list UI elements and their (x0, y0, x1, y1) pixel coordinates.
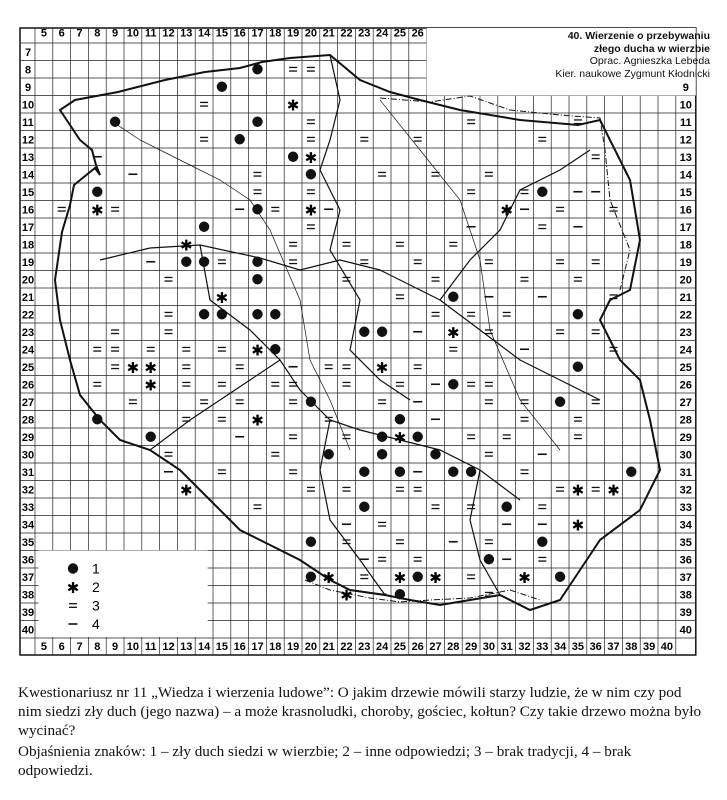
marker-other-answer: ✱ (375, 358, 389, 377)
row-label: 8 (24, 64, 32, 77)
row-label: 10 (679, 99, 692, 112)
marker-evil-spirit-in-willow (555, 572, 565, 582)
column-label: 11 (144, 641, 157, 653)
column-label: 22 (340, 641, 353, 653)
province-line (100, 245, 600, 400)
row-label: 30 (679, 449, 692, 462)
legend-label: 1 (92, 560, 100, 577)
marker-evil-spirit-in-willow (377, 449, 387, 459)
row-label: 36 (21, 554, 35, 567)
marker-other-answer: ✱ (144, 376, 157, 395)
row-label: 36 (679, 554, 692, 567)
marker-evil-spirit-in-willow (146, 432, 156, 442)
row-label: 9 (682, 81, 689, 94)
row-label: 24 (21, 344, 35, 357)
column-label: 15 (215, 641, 229, 653)
marker-evil-spirit-in-willow (413, 572, 423, 582)
marker-evil-spirit-in-willow (537, 537, 547, 547)
marker-evil-spirit-in-willow (413, 432, 423, 442)
marker-evil-spirit-in-willow (270, 309, 280, 319)
column-label: 31 (500, 641, 513, 653)
row-label: 21 (21, 291, 35, 304)
marker-evil-spirit-in-willow (466, 467, 476, 477)
column-label: 14 (197, 641, 211, 653)
row-label: 7 (24, 46, 32, 59)
marker-other-answer: ✱ (180, 481, 193, 500)
column-label: 13 (180, 27, 193, 40)
row-label: 21 (679, 291, 692, 304)
questionnaire-text: Kwestionariusz nr 11 „Wiedza i wierzenia ludowe”: O jakim drzewie mówili starzy ludzie, że w nim czy pod nim siedzi zły duch (jego nazwa) – a może krasnoludki, choroby, gościec, kołtun? Czy takie drzewo można było wycinać? (18, 684, 702, 739)
column-label: 5 (40, 27, 47, 40)
marker-evil-spirit-in-willow (270, 344, 280, 354)
row-label: 14 (21, 169, 35, 182)
column-label: 23 (358, 27, 371, 40)
column-label: 10 (126, 27, 140, 40)
marker-evil-spirit-in-willow (306, 397, 316, 407)
row-label: 26 (679, 379, 692, 392)
row-label: 31 (679, 466, 692, 479)
marker-other-answer: ✱ (215, 288, 229, 307)
marker-evil-spirit-in-willow (92, 187, 102, 197)
column-label: 26 (411, 27, 424, 40)
row-label: 16 (679, 204, 692, 217)
marker-evil-spirit-in-willow (92, 414, 102, 424)
marker-evil-spirit-in-willow (359, 502, 369, 512)
row-label: 18 (21, 239, 35, 252)
row-label: 39 (21, 606, 35, 619)
column-label: 34 (553, 641, 567, 653)
column-label: 23 (358, 641, 371, 653)
row-label: 19 (679, 256, 692, 269)
column-label: 18 (269, 641, 282, 653)
row-label: 11 (22, 116, 34, 129)
column-label: 25 (393, 27, 407, 40)
column-label: 16 (233, 641, 246, 653)
column-label: 6 (58, 641, 65, 653)
column-label: 7 (76, 641, 83, 653)
column-label: 38 (625, 641, 638, 653)
marker-evil-spirit-in-willow (537, 187, 547, 197)
column-label: 8 (94, 27, 101, 40)
row-label: 12 (679, 134, 692, 147)
column-label: 33 (536, 641, 549, 653)
marker-other-answer: ✱ (447, 323, 460, 342)
marker-other-answer: ✱ (91, 201, 104, 220)
row-label: 13 (21, 151, 35, 164)
row-label: 34 (21, 519, 35, 532)
row-label: 34 (679, 519, 692, 532)
marker-evil-spirit-in-willow (502, 502, 512, 512)
column-label: 6 (58, 27, 65, 40)
marker-evil-spirit-in-willow (306, 572, 316, 582)
row-label: 31 (21, 466, 35, 479)
column-label: 39 (642, 641, 656, 653)
row-label: 32 (679, 484, 692, 497)
row-label: 35 (21, 536, 35, 549)
row-label: 11 (679, 116, 692, 129)
marker-evil-spirit-in-willow (377, 432, 387, 442)
marker-other-answer: ✱ (571, 516, 585, 535)
column-label: 30 (482, 641, 496, 653)
marker-evil-spirit-in-willow (573, 309, 583, 319)
map-markers (58, 64, 637, 604)
marker-evil-spirit-in-willow (252, 117, 262, 127)
column-label: 28 (447, 641, 460, 653)
marker-other-answer: ✱ (607, 481, 620, 500)
row-label: 35 (679, 536, 692, 549)
row-label: 33 (679, 501, 692, 514)
legend-label: 4 (92, 616, 100, 632)
legend-label: 3 (92, 597, 100, 614)
province-line (150, 360, 280, 450)
column-label: 22 (340, 27, 353, 40)
column-label: 9 (112, 27, 119, 40)
marker-other-answer: ✱ (304, 148, 318, 167)
marker-other-answer: ✱ (144, 358, 157, 377)
row-label: 18 (679, 239, 692, 252)
row-label: 33 (21, 501, 35, 514)
row-label: 28 (679, 414, 692, 427)
marker-evil-spirit-in-willow (306, 537, 316, 547)
column-label: 29 (464, 641, 478, 653)
marker-other-answer: ✱ (322, 568, 335, 587)
column-label: 27 (429, 641, 442, 653)
row-label: 28 (21, 414, 35, 427)
column-label: 19 (286, 27, 300, 40)
row-label: 25 (679, 361, 692, 374)
marker-other-answer: ✱ (126, 358, 140, 377)
column-label: 13 (180, 641, 193, 653)
row-label: 27 (21, 396, 35, 409)
map-title-line2: złego ducha w wierzbie (593, 42, 710, 55)
row-label: 12 (21, 134, 35, 147)
marker-evil-spirit-in-willow (573, 362, 583, 372)
row-label: 23 (679, 326, 692, 339)
marker-evil-spirit-in-willow (324, 449, 334, 459)
marker-evil-spirit-in-willow (252, 64, 262, 74)
row-label: 39 (679, 606, 692, 619)
column-label: 21 (322, 641, 335, 653)
column-label: 7 (76, 27, 83, 40)
column-label: 21 (322, 27, 335, 40)
marker-evil-spirit-in-willow (252, 257, 262, 267)
map-title-block (500, 30, 710, 80)
column-label: 10 (126, 641, 140, 653)
column-label: 12 (162, 641, 175, 653)
marker-evil-spirit-in-willow (288, 152, 298, 162)
column-label: 16 (233, 27, 246, 40)
marker-evil-spirit-in-willow (359, 467, 369, 477)
marker-other-answer: ✱ (340, 586, 353, 605)
marker-evil-spirit-in-willow (252, 309, 262, 319)
column-label: 5 (40, 641, 47, 653)
legend-symbol: ✱ (66, 579, 80, 597)
map-title-line1: 40. Wierzenie o przebywaniu (567, 30, 710, 42)
column-label: 25 (393, 641, 407, 653)
row-label: 25 (21, 361, 35, 374)
marker-evil-spirit-in-willow (448, 292, 458, 302)
row-label: 9 (24, 81, 32, 94)
marker-evil-spirit-in-willow (430, 449, 440, 459)
column-label: 17 (251, 27, 264, 40)
column-label: 37 (607, 641, 620, 653)
column-label: 9 (112, 641, 119, 653)
province-line (200, 245, 520, 500)
marker-evil-spirit-in-willow (217, 309, 227, 319)
legend-symbol (68, 563, 78, 573)
marker-other-answer: ✱ (251, 411, 264, 430)
province-line (470, 470, 500, 595)
column-label: 20 (304, 27, 318, 40)
row-label: 37 (679, 571, 692, 584)
marker-other-answer: ✱ (571, 481, 585, 500)
marker-other-answer: ✱ (429, 568, 442, 587)
column-label: 18 (269, 27, 282, 40)
row-label: 23 (21, 326, 35, 339)
marker-evil-spirit-in-willow (395, 589, 405, 599)
row-label: 24 (679, 344, 692, 357)
marker-other-answer: ✱ (180, 236, 193, 255)
marker-other-answer: ✱ (304, 201, 318, 220)
row-label: 15 (21, 186, 35, 199)
marker-evil-spirit-in-willow (448, 379, 458, 389)
row-label: 17 (21, 221, 35, 234)
marker-evil-spirit-in-willow (181, 257, 191, 267)
column-label: 8 (94, 641, 101, 653)
marker-evil-spirit-in-willow (252, 274, 262, 284)
row-label: 22 (679, 309, 692, 322)
marker-evil-spirit-in-willow (306, 169, 316, 179)
marker-evil-spirit-in-willow (377, 327, 387, 337)
column-label: 20 (304, 641, 318, 653)
row-label: 22 (21, 309, 35, 322)
row-label: 13 (679, 151, 692, 164)
marker-evil-spirit-in-willow (395, 467, 405, 477)
row-label: 40 (21, 624, 35, 637)
marker-other-answer: ✱ (518, 568, 531, 587)
marker-evil-spirit-in-willow (484, 554, 494, 564)
column-label: 35 (571, 641, 585, 653)
column-label: 17 (251, 641, 264, 653)
row-label: 16 (21, 204, 35, 217)
marker-other-answer: ✱ (251, 341, 264, 360)
column-label: 40 (660, 641, 674, 653)
row-label: 30 (21, 449, 35, 462)
symbol-explanation: Objaśnienia znaków: 1 – zły duch siedzi w wierzbie; 2 – inne odpowiedzi; 3 – brak tradycji, 4 – brak odpowiedzi. (18, 743, 632, 779)
row-label: 20 (21, 274, 35, 287)
row-label: 17 (679, 221, 692, 234)
map-caption (18, 683, 708, 782)
marker-evil-spirit-in-willow (199, 222, 209, 232)
row-label: 37 (21, 571, 35, 584)
row-label: 38 (21, 589, 35, 602)
marker-evil-spirit-in-willow (199, 257, 209, 267)
row-label: 19 (21, 256, 35, 269)
marker-evil-spirit-in-willow (110, 117, 120, 127)
column-label: 24 (375, 641, 389, 653)
map-supervisor: Kier. naukowe Zygmunt Kłodnicki (555, 67, 710, 80)
map-author: Oprac. Agnieszka Lebeda (589, 55, 710, 67)
column-label: 26 (411, 641, 424, 653)
province-line (320, 55, 410, 400)
marker-other-answer: ✱ (393, 428, 407, 447)
marker-evil-spirit-in-willow (448, 467, 458, 477)
legend-area (39, 551, 208, 638)
marker-evil-spirit-in-willow (359, 327, 369, 337)
row-label: 20 (679, 274, 692, 287)
marker-other-answer: ✱ (393, 568, 407, 587)
column-label: 15 (215, 27, 229, 40)
marker-other-answer: ✱ (286, 96, 300, 115)
row-label: 29 (21, 431, 35, 444)
marker-evil-spirit-in-willow (235, 134, 245, 144)
dash-dot-boundary (380, 96, 630, 290)
legend-label: 2 (92, 579, 100, 595)
row-label: 29 (679, 431, 692, 444)
column-label: 19 (286, 641, 300, 653)
marker-evil-spirit-in-willow (217, 82, 227, 92)
column-label: 32 (518, 641, 531, 653)
column-label: 14 (197, 27, 211, 40)
marker-evil-spirit-in-willow (252, 204, 262, 214)
row-label: 10 (21, 99, 35, 112)
marker-evil-spirit-in-willow (626, 467, 636, 477)
column-label: 12 (162, 27, 175, 40)
row-label: 26 (21, 379, 35, 392)
column-label: 36 (589, 641, 602, 653)
column-label: 11 (144, 27, 157, 40)
row-label: 15 (679, 186, 692, 199)
row-label: 27 (679, 396, 692, 409)
marker-evil-spirit-in-willow (199, 309, 209, 319)
marker-evil-spirit-in-willow (555, 397, 565, 407)
marker-evil-spirit-in-willow (395, 414, 405, 424)
marker-other-answer: ✱ (500, 201, 513, 220)
column-label: 24 (375, 27, 389, 40)
row-label: 40 (679, 624, 692, 637)
row-label: 38 (679, 589, 692, 602)
row-label: 32 (21, 484, 35, 497)
row-label: 14 (679, 169, 692, 182)
